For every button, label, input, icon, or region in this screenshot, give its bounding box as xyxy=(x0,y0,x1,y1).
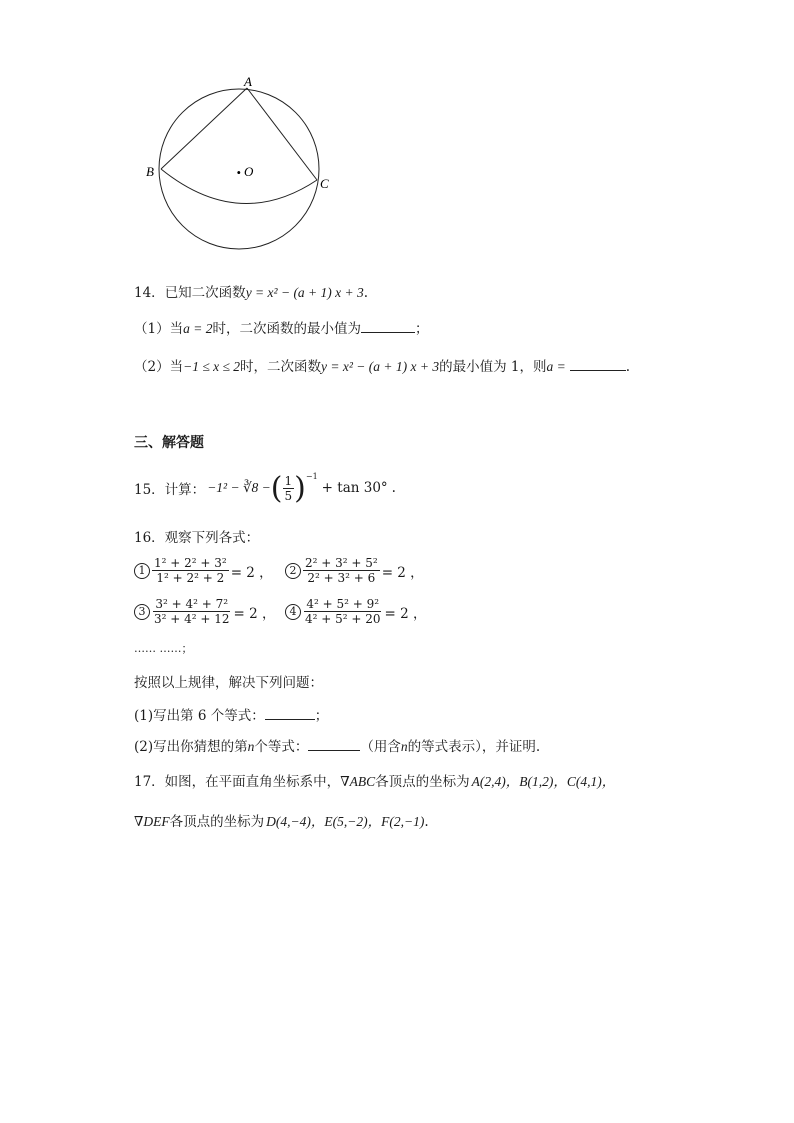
q14-part2: （2）当−1 ≤ x ≤ 2时，二次函数y = x² − (a + 1) x + 3的最小值为 1，则a = . xyxy=(134,359,631,375)
center-dot: . xyxy=(236,159,242,178)
q14-part1: （1）当a = 2时，二次函数的最小值为 ； xyxy=(134,321,429,337)
q16-eq-3: 3 $\frac{\text{3² + 4² + 7²}}{\text{3² + 4² + 12}}$ = 2 ， xyxy=(134,597,276,626)
label-c: C xyxy=(320,176,329,191)
chord-ab xyxy=(161,88,247,169)
q16-eq-2: 2 $\frac{\text{2² + 3² + 5²}}{\text{2² + 3² + 6}}$ = 2 ， xyxy=(285,556,424,585)
q14-stem: 14．已知二次函数y = x² − (a + 1) x + 3. xyxy=(134,285,369,301)
q14-p2-answer-blank[interactable] xyxy=(570,358,626,371)
q16-rule: 按照以上规律，解决下列问题： xyxy=(134,675,323,691)
q16-ellipsis: …… ……； xyxy=(134,642,193,655)
q15: 15．计算： −1² − ∛8 − ( $\frac{1}{5}$ ) −1 + tan 30° . xyxy=(134,470,396,506)
q15-fraction: $\frac{1}{5}$ xyxy=(284,473,293,503)
q17-line1: 17．如图，在平面直角坐标系中，∇ABC各顶点的坐标为 A(2,4)，B(1,2)，C(4,1)， xyxy=(134,774,616,790)
label-a: A xyxy=(244,74,252,89)
label-o: O xyxy=(244,164,254,179)
q16-part1: (1)写出第 6 个等式： ； xyxy=(134,708,329,724)
q16-title: 16．观察下列各式： xyxy=(134,530,260,546)
circle-figure xyxy=(140,74,340,264)
q16-eq-1: 1 $\frac{\text{1² + 2² + 3²}}{\text{1² + 2² + 2}}$ = 2 ， xyxy=(134,556,273,585)
q16-p2-answer-blank[interactable] xyxy=(308,738,360,751)
q14-func: y = x² − (a + 1) x + 3 xyxy=(245,285,364,300)
q17-line2: ∇DEF各顶点的坐标为 D(4,−4)，E(5,−2)，F(2,−1). xyxy=(134,814,429,830)
q16-part2: (2)写出你猜想的第n个等式： （用含n的等式表示），并证明. xyxy=(134,739,541,755)
q14-p1-answer-blank[interactable] xyxy=(361,320,415,333)
section-heading: 三、解答题 xyxy=(134,435,204,451)
q16-p1-answer-blank[interactable] xyxy=(265,707,315,720)
label-b: B xyxy=(146,164,154,179)
q16-eq-4: 4 $\frac{\text{4² + 5² + 9²}}{\text{4² + 5² + 20}}$ = 2 ， xyxy=(285,597,427,626)
